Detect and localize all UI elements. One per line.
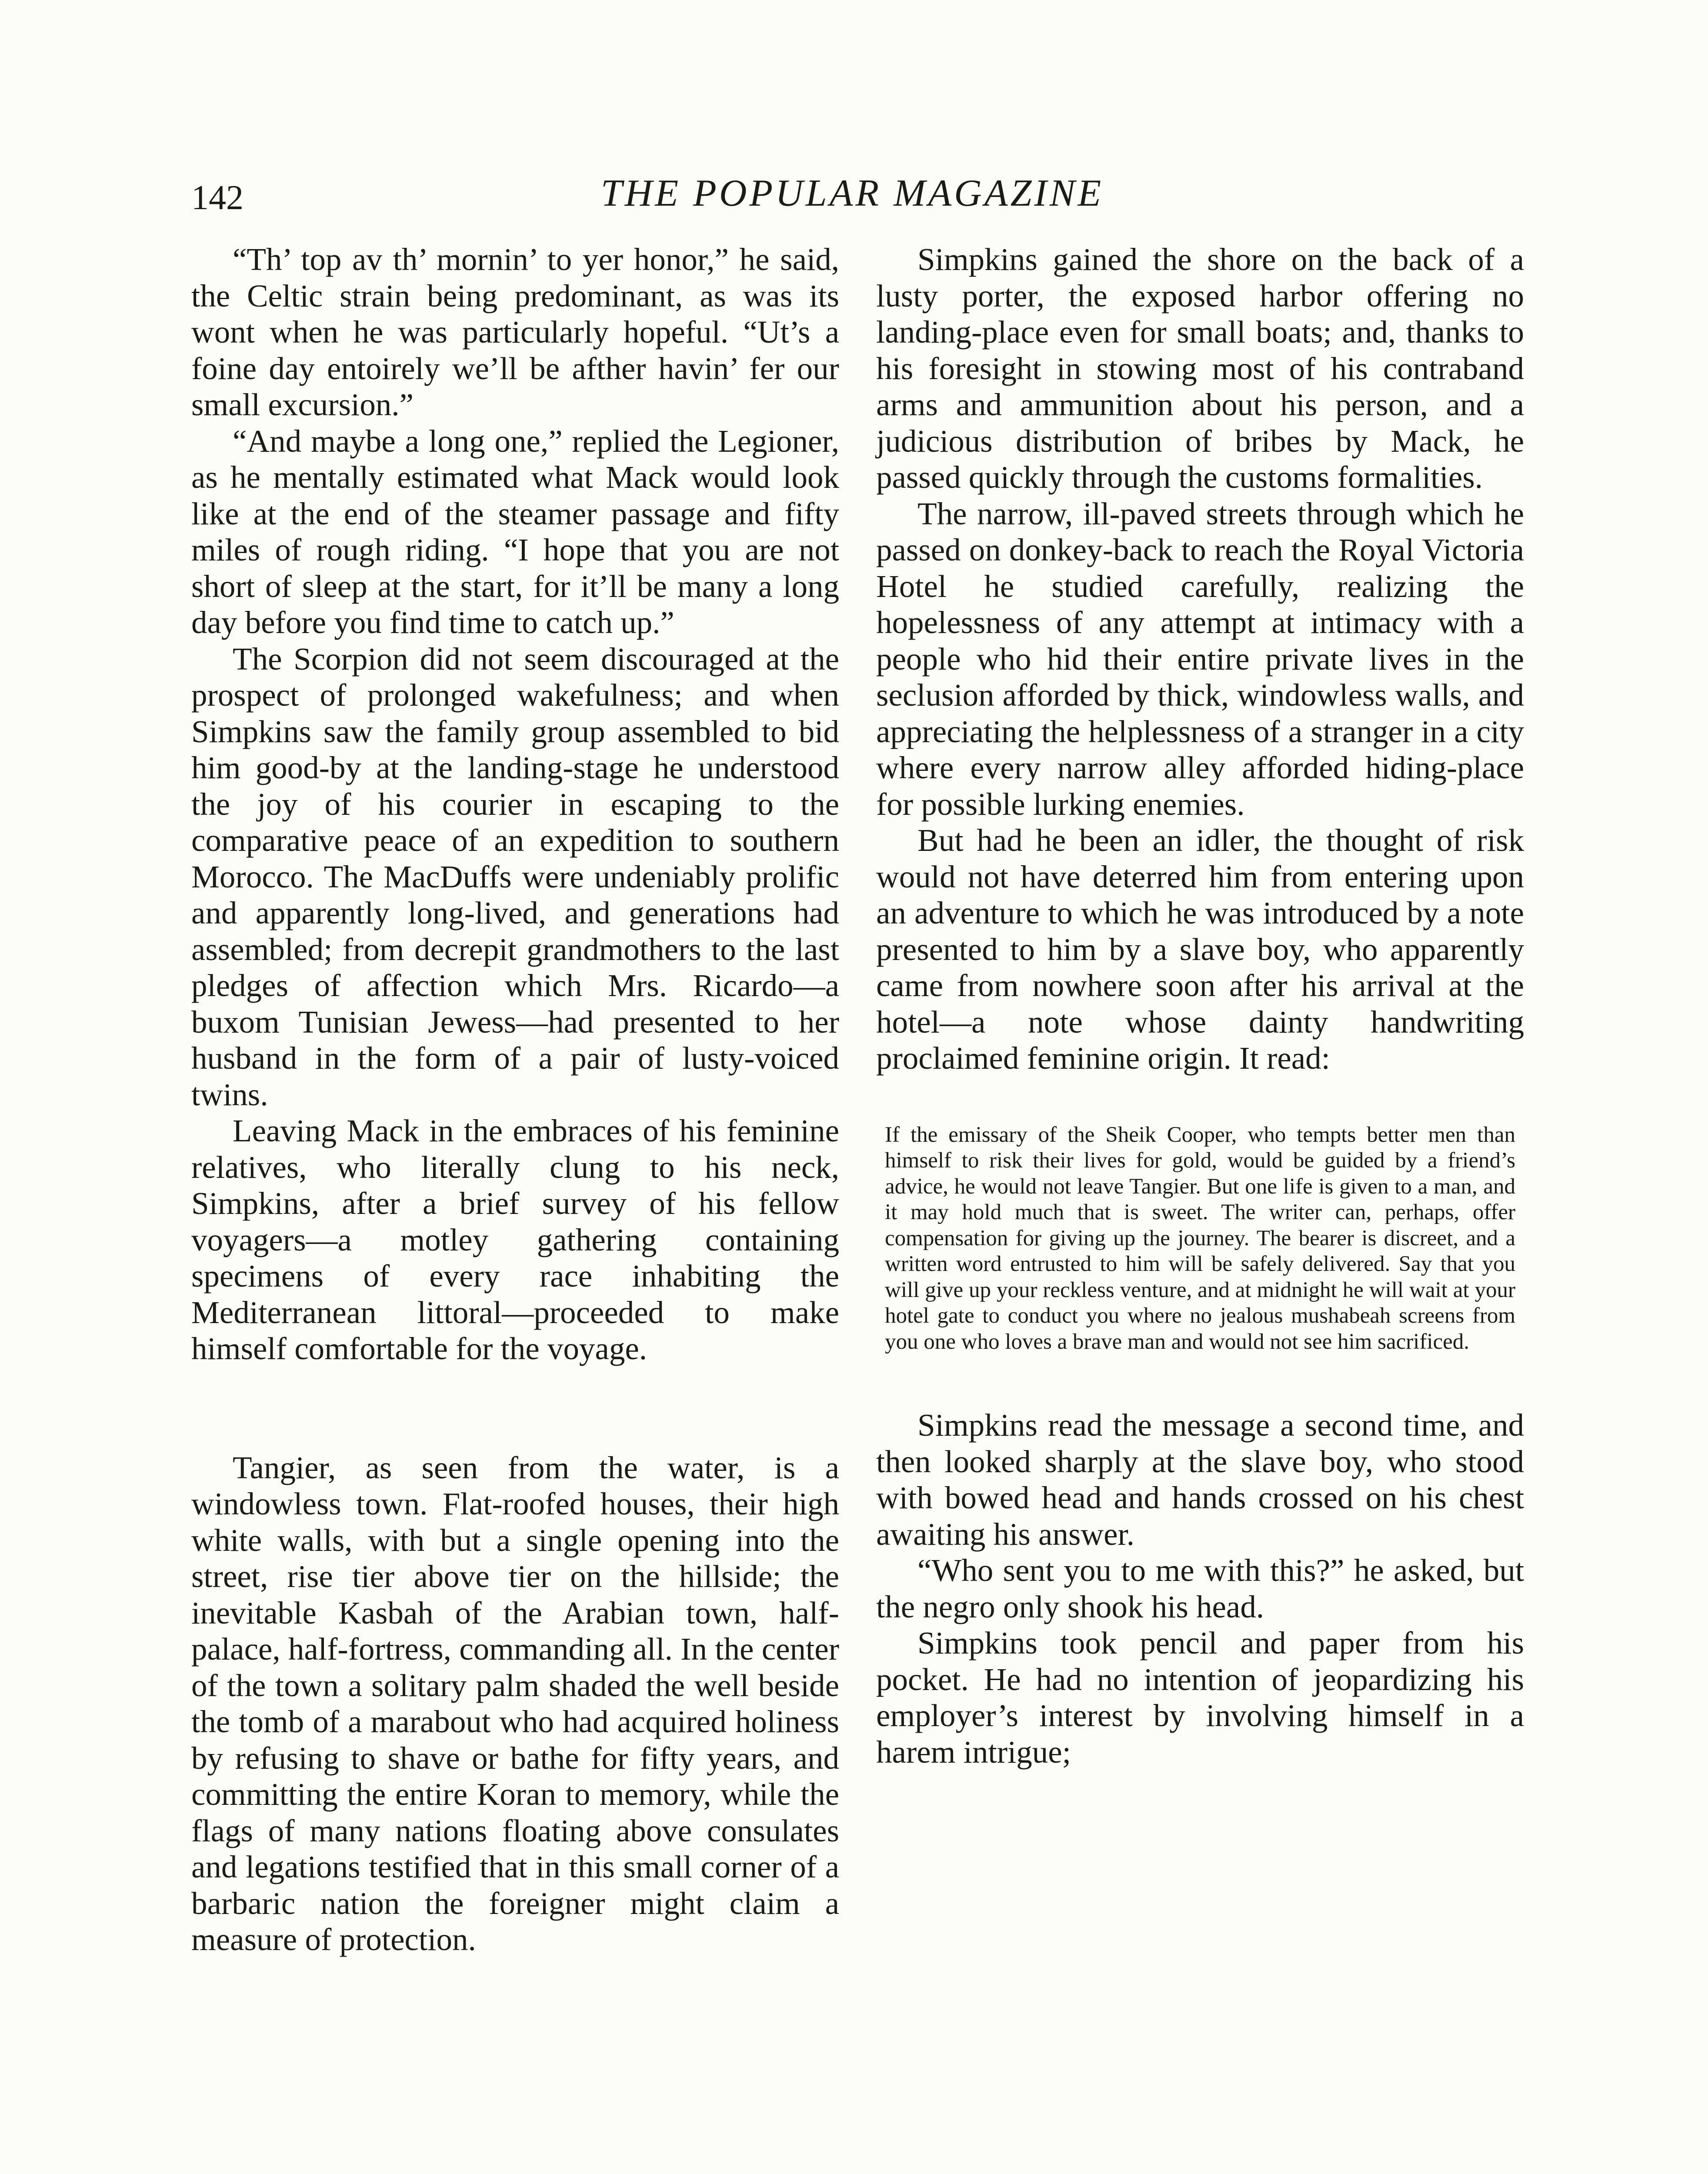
page-number: 142 [191, 179, 244, 217]
left-column [191, 241, 839, 1958]
paragraph: Simpkins took pencil and paper from his pocket. He had no intention of jeopardizing his employer’s interest by involving himself in a harem intrigue; [876, 1625, 1524, 1770]
magazine-title: THE POPULAR MAGAZINE [600, 172, 1104, 214]
right-column [876, 241, 1524, 1770]
paragraph: Leaving Mack in the embraces of his feminine relatives, who literally clung to his neck, Simpkins, after a brief survey of his fellow voyagers—a motley gathering containing specimens of every race inhabiting the Mediterranean littoral—proceeded to make himself comfortable for the voyage. [191, 1113, 839, 1366]
paragraph: Simpkins read the message a second time, and then looked sharply at the slave boy, who stood with bowed head and hands crossed on his chest awaiting his answer. [876, 1407, 1524, 1552]
paragraph: The Scorpion did not seem discouraged at the prospect of prolonged wakefulness; and when Simpkins saw the family group assembled to bid him good-by at the landing-stage he understood the joy of his courier in escaping to the comparative peace of an expedition to southern Morocco. The MacDuffs were undeniably prolific and apparently long-lived, and generations had assembled; from decrepit grandmothers to the last pledges of affection which Mrs. Ricardo—a buxom Tunisian Jewess—had presented to her husband in the form of a pair of lusty-voiced twins. [191, 641, 839, 1112]
quoted-note: If the emissary of the Sheik Cooper, who tempts better men than himself to risk their lives for gold, would be guided by a friend’s advice, he would not leave Tangier. But one life is given to a man, and it may hold much that is sweet. The writer can, perhaps, offer compensation for giving up the journey. The bearer is discreet, and a written word entrusted to him will be safely delivered. Say that you will give up your reckless venture, and at midnight he will wait at your hotel gate to conduct you where no jealous mushabeah screens from you one who loves a brave man and would not see him sacrificed. [885, 1122, 1515, 1354]
paragraph: Tangier, as seen from the water, is a windowless town. Flat-roofed houses, their high white walls, with but a single opening into the street, rise tier above tier on the hillside; the inevitable Kasbah of the Arabian town, half-palace, half-fortress, commanding all. In the center of the town a solitary palm shaded the well beside the tomb of a marabout who had acquired holiness by refusing to shave or bathe for fifty years, and committing the entire Koran to memory, while the flags of many nations floating above consulates and legations testified that in this small corner of a barbaric nation the foreigner might claim a measure of protection. [191, 1450, 839, 1957]
paragraph: “Th’ top av th’ mornin’ to yer honor,” he said, the Celtic strain being predominant, as was its wont when he was particularly hopeful. “Ut’s a foine day entoirely we’ll be afther havin’ fer our small excursion.” [191, 242, 839, 422]
paragraph: The narrow, ill-paved streets through which he passed on donkey-back to reach the Royal Victoria Hotel he studied carefully, realizing the hopelessness of any attempt at intimacy with a people who hid their entire private lives in the seclusion afforded by thick, windowless walls, and appreciating the helplessness of a stranger in a city where every narrow alley afforded hiding-place for possible lurking enemies. [876, 496, 1524, 822]
section-break [191, 1367, 839, 1450]
paragraph: Simpkins gained the shore on the back of a lusty porter, the exposed harbor offering no landing-place even for small boats; and, thanks to his foresight in stowing most of his contraband arms and ammunition about his person, and a judicious distribution of bribes by Mack, he passed quickly through the customs formalities. [876, 242, 1524, 495]
paragraph: “And maybe a long one,” replied the Legioner, as he mentally estimated what Mack would look like at the end of the steamer passage and fifty miles of rough riding. “I hope that you are not short of sleep at the start, for it’ll be many a long day before you find time to catch up.” [191, 423, 839, 640]
page-header [191, 170, 1513, 230]
paragraph: But had he been an idler, the thought of risk would not have deterred him from entering upon an adventure to which he was introduced by a note presented to him by a slave boy, who apparently came from nowhere soon after his arrival at the hotel—a note whose dainty handwriting proclaimed feminine origin. It read: [876, 823, 1524, 1076]
paragraph: “Who sent you to me with this?” he asked, but the negro only shook his head. [876, 1553, 1524, 1624]
